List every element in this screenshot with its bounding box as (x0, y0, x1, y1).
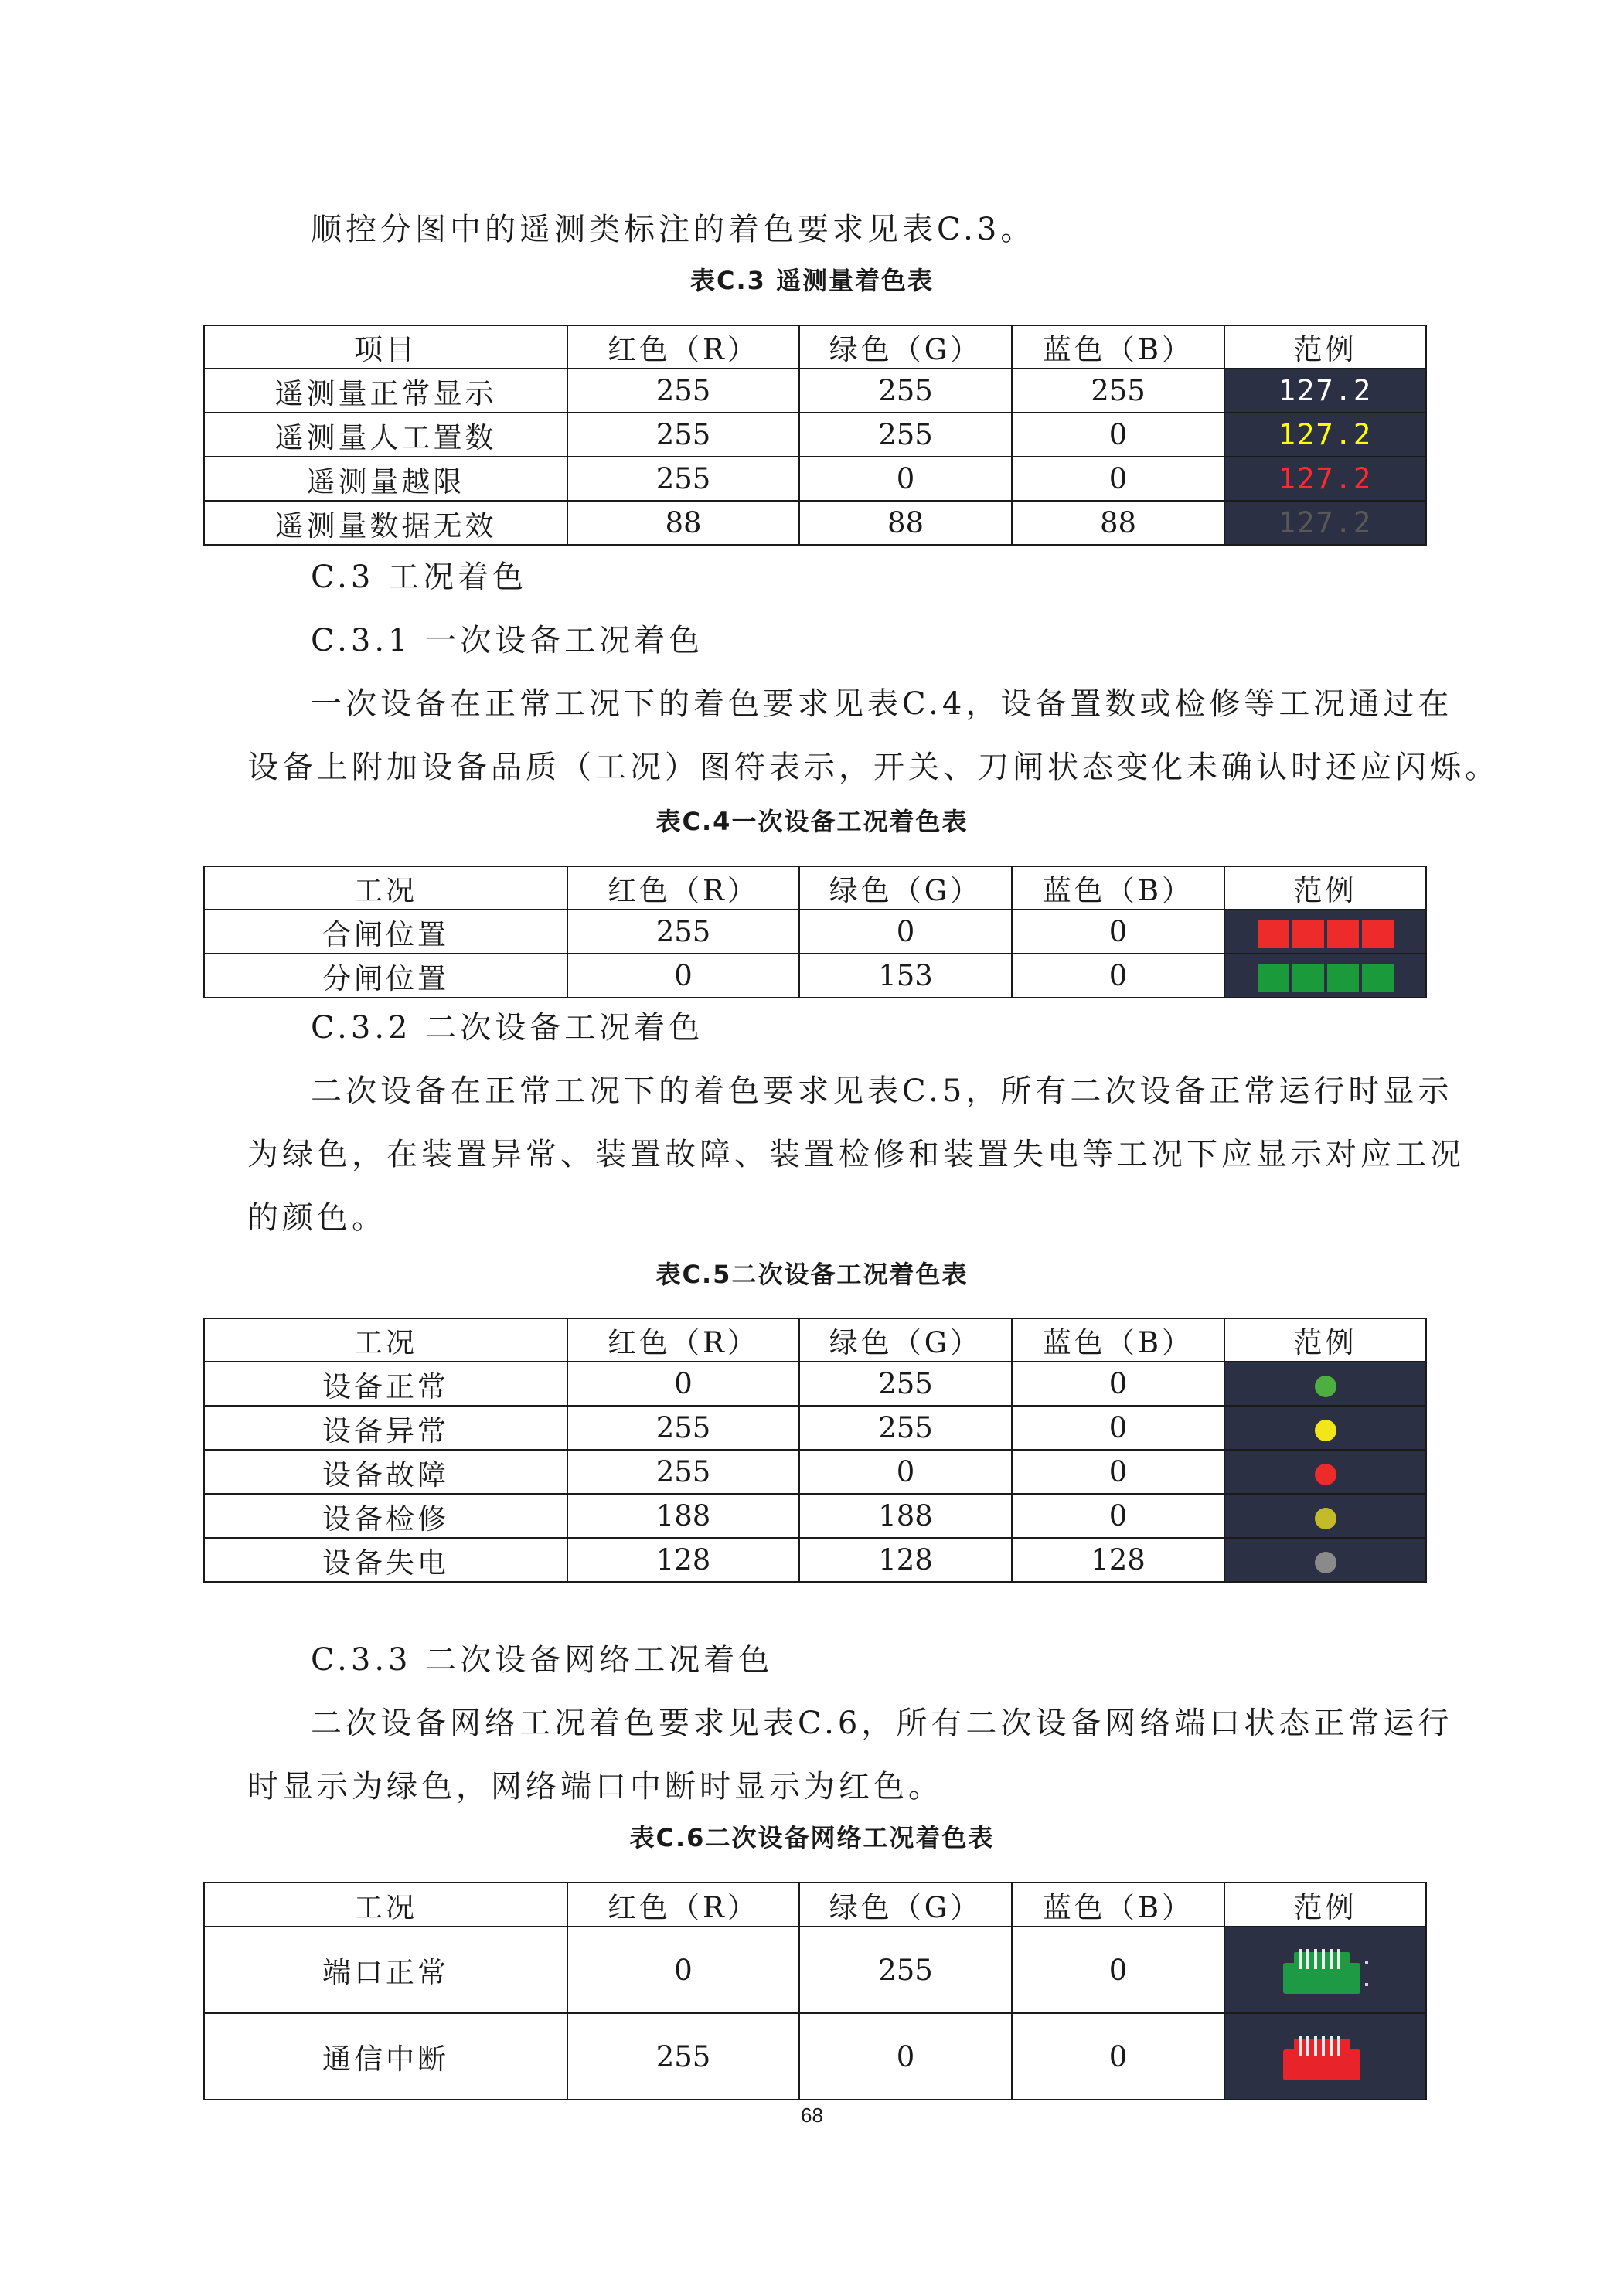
status-dot-icon (1315, 1376, 1336, 1397)
color-block (1258, 964, 1289, 992)
table-c6-caption: 表C.6二次设备网络工况着色表 (629, 1823, 995, 1852)
red-value: 0 (567, 1927, 799, 2013)
network-port-icon (1283, 1946, 1368, 1994)
red-value: 128 (567, 1538, 799, 1582)
table-header-row (204, 1318, 1426, 1362)
paragraph-line: 二次设备在正常工况下的着色要求见表C.5，所有二次设备正常运行时显示 (311, 1073, 1453, 1109)
header-cell: 工况 (204, 866, 567, 910)
row-name: 设备异常 (204, 1406, 567, 1450)
header-cell: 蓝色（B） (1012, 1883, 1224, 1927)
green-value: 255 (799, 369, 1012, 413)
table-header-row (204, 866, 1426, 910)
section-heading: C.3.2 二次设备工况着色 (311, 1010, 704, 1046)
table-row (204, 369, 1426, 413)
sample-cell (1224, 457, 1426, 501)
color-block (1327, 920, 1359, 948)
blue-value: 0 (1012, 910, 1224, 954)
sample-cell (1224, 1406, 1426, 1450)
sample-cell (1224, 954, 1426, 998)
table-c3-caption: 表C.3 遥测量着色表 (689, 266, 935, 295)
header-cell: 绿色（G） (799, 1883, 1012, 1927)
header-cell: 范例 (1224, 1318, 1426, 1362)
green-value: 188 (799, 1494, 1012, 1538)
table-c4-caption: 表C.4一次设备工况着色表 (655, 807, 969, 836)
open-position-swatch (1258, 964, 1394, 992)
table-row (204, 413, 1426, 457)
table-row (204, 1450, 1426, 1494)
red-value: 0 (567, 1362, 799, 1406)
header-cell: 蓝色（B） (1012, 1318, 1224, 1362)
green-value: 153 (799, 954, 1012, 998)
status-dot-icon (1315, 1464, 1336, 1485)
telemetry-sample: 127.2 (1278, 374, 1373, 407)
header-cell: 绿色（G） (799, 325, 1012, 369)
header-cell: 红色（R） (567, 1883, 799, 1927)
sample-cell (1224, 413, 1426, 457)
row-name: 设备失电 (204, 1538, 567, 1582)
red-value: 0 (567, 954, 799, 998)
color-block (1362, 920, 1394, 948)
row-name: 分闸位置 (204, 954, 567, 998)
header-cell: 绿色（G） (799, 1318, 1012, 1362)
table-header-row (204, 1883, 1426, 1927)
row-name: 设备故障 (204, 1450, 567, 1494)
color-block (1258, 920, 1289, 948)
telemetry-sample: 127.2 (1278, 418, 1373, 451)
header-cell: 工况 (204, 1318, 567, 1362)
row-name: 设备正常 (204, 1362, 567, 1406)
paragraph-line: 设备上附加设备品质（工况）图符表示，开关、刀闸状态变化未确认时还应闪烁。 (247, 750, 1500, 785)
blue-value: 88 (1012, 501, 1224, 545)
sample-cell (1224, 1927, 1426, 2013)
sample-cell (1224, 910, 1426, 954)
paragraph-line: 一次设备在正常工况下的着色要求见表C.4，设备置数或检修等工况通过在 (311, 686, 1453, 722)
blue-value: 0 (1012, 457, 1224, 501)
table-c3 (203, 325, 1427, 546)
color-block (1327, 964, 1359, 992)
table-c4 (203, 866, 1427, 998)
row-name: 遥测量正常显示 (204, 369, 567, 413)
table-row (204, 954, 1426, 998)
closed-position-swatch (1258, 920, 1394, 948)
green-value: 255 (799, 1927, 1012, 2013)
green-value: 255 (799, 413, 1012, 457)
green-value: 255 (799, 1406, 1012, 1450)
table-header-row (204, 325, 1426, 369)
table-row (204, 910, 1426, 954)
header-cell: 绿色（G） (799, 866, 1012, 910)
blue-value: 128 (1012, 1538, 1224, 1582)
header-cell: 红色（R） (567, 1318, 799, 1362)
telemetry-sample: 127.2 (1278, 506, 1373, 539)
table-row (204, 1362, 1426, 1406)
status-dot-icon (1315, 1508, 1336, 1529)
red-value: 88 (567, 501, 799, 545)
green-value: 0 (799, 457, 1012, 501)
table-row (204, 501, 1426, 545)
intro-sentence: 顺控分图中的遥测类标注的着色要求见表C.3。 (311, 212, 1036, 247)
red-value: 255 (567, 910, 799, 954)
blue-value: 0 (1012, 1362, 1224, 1406)
red-value: 188 (567, 1494, 799, 1538)
blue-value: 255 (1012, 369, 1224, 413)
table-c5-caption: 表C.5二次设备工况着色表 (655, 1260, 969, 1289)
sample-cell (1224, 1538, 1426, 1582)
blue-value: 0 (1012, 954, 1224, 998)
header-cell: 蓝色（B） (1012, 866, 1224, 910)
row-name: 端口正常 (204, 1927, 567, 2013)
table-row (204, 1406, 1426, 1450)
red-value: 255 (567, 457, 799, 501)
table-c5 (203, 1318, 1427, 1583)
header-cell: 红色（R） (567, 866, 799, 910)
header-cell: 范例 (1224, 866, 1426, 910)
section-heading: C.3 工况着色 (311, 560, 528, 595)
header-cell: 工况 (204, 1883, 567, 1927)
green-value: 128 (799, 1538, 1012, 1582)
blue-value: 0 (1012, 1406, 1224, 1450)
sample-cell (1224, 1362, 1426, 1406)
header-cell: 项目 (204, 325, 567, 369)
green-value: 0 (799, 1450, 1012, 1494)
green-value: 88 (799, 501, 1012, 545)
network-port-icon (1283, 2032, 1368, 2080)
red-value: 255 (567, 1406, 799, 1450)
table-row (204, 457, 1426, 501)
header-cell: 红色（R） (567, 325, 799, 369)
paragraph-line: 时显示为绿色，网络端口中断时显示为红色。 (247, 1769, 943, 1804)
section-heading: C.3.3 二次设备网络工况着色 (311, 1642, 774, 1678)
header-cell: 范例 (1224, 1883, 1426, 1927)
blue-value: 0 (1012, 1494, 1224, 1538)
blue-value: 0 (1012, 413, 1224, 457)
green-value: 0 (799, 2013, 1012, 2100)
status-dot-icon (1315, 1420, 1336, 1441)
color-block (1292, 920, 1324, 948)
paragraph-line: 为绿色，在装置异常、装置故障、装置检修和装置失电等工况下应显示对应工况 (247, 1137, 1465, 1172)
section-heading: C.3.1 一次设备工况着色 (311, 623, 704, 658)
row-name: 遥测量数据无效 (204, 501, 567, 545)
sample-cell (1224, 369, 1426, 413)
row-name: 合闸位置 (204, 910, 567, 954)
table-row (204, 1538, 1426, 1582)
row-name: 遥测量越限 (204, 457, 567, 501)
sample-cell (1224, 1450, 1426, 1494)
blue-value: 0 (1012, 1450, 1224, 1494)
paragraph-line: 二次设备网络工况着色要求见表C.6，所有二次设备网络端口状态正常运行 (311, 1706, 1453, 1741)
red-value: 255 (567, 2013, 799, 2100)
blue-value: 0 (1012, 1927, 1224, 2013)
green-value: 0 (799, 910, 1012, 954)
status-dot-icon (1315, 1552, 1336, 1573)
telemetry-sample: 127.2 (1278, 462, 1373, 495)
red-value: 255 (567, 369, 799, 413)
header-cell: 范例 (1224, 325, 1426, 369)
color-block (1292, 964, 1324, 992)
green-value: 255 (799, 1362, 1012, 1406)
sample-cell (1224, 501, 1426, 545)
sample-cell (1224, 2013, 1426, 2100)
red-value: 255 (567, 1450, 799, 1494)
paragraph-line: 的颜色。 (247, 1200, 386, 1236)
row-name: 遥测量人工置数 (204, 413, 567, 457)
row-name: 设备检修 (204, 1494, 567, 1538)
table-row (204, 2013, 1426, 2100)
table-row (204, 1494, 1426, 1538)
header-cell: 蓝色（B） (1012, 325, 1224, 369)
table-c6 (203, 1882, 1427, 2100)
row-name: 通信中断 (204, 2013, 567, 2100)
page-number: 68 (801, 2104, 823, 2127)
blue-value: 0 (1012, 2013, 1224, 2100)
table-row (204, 1927, 1426, 2013)
red-value: 255 (567, 413, 799, 457)
color-block (1362, 964, 1394, 992)
sample-cell (1224, 1494, 1426, 1538)
